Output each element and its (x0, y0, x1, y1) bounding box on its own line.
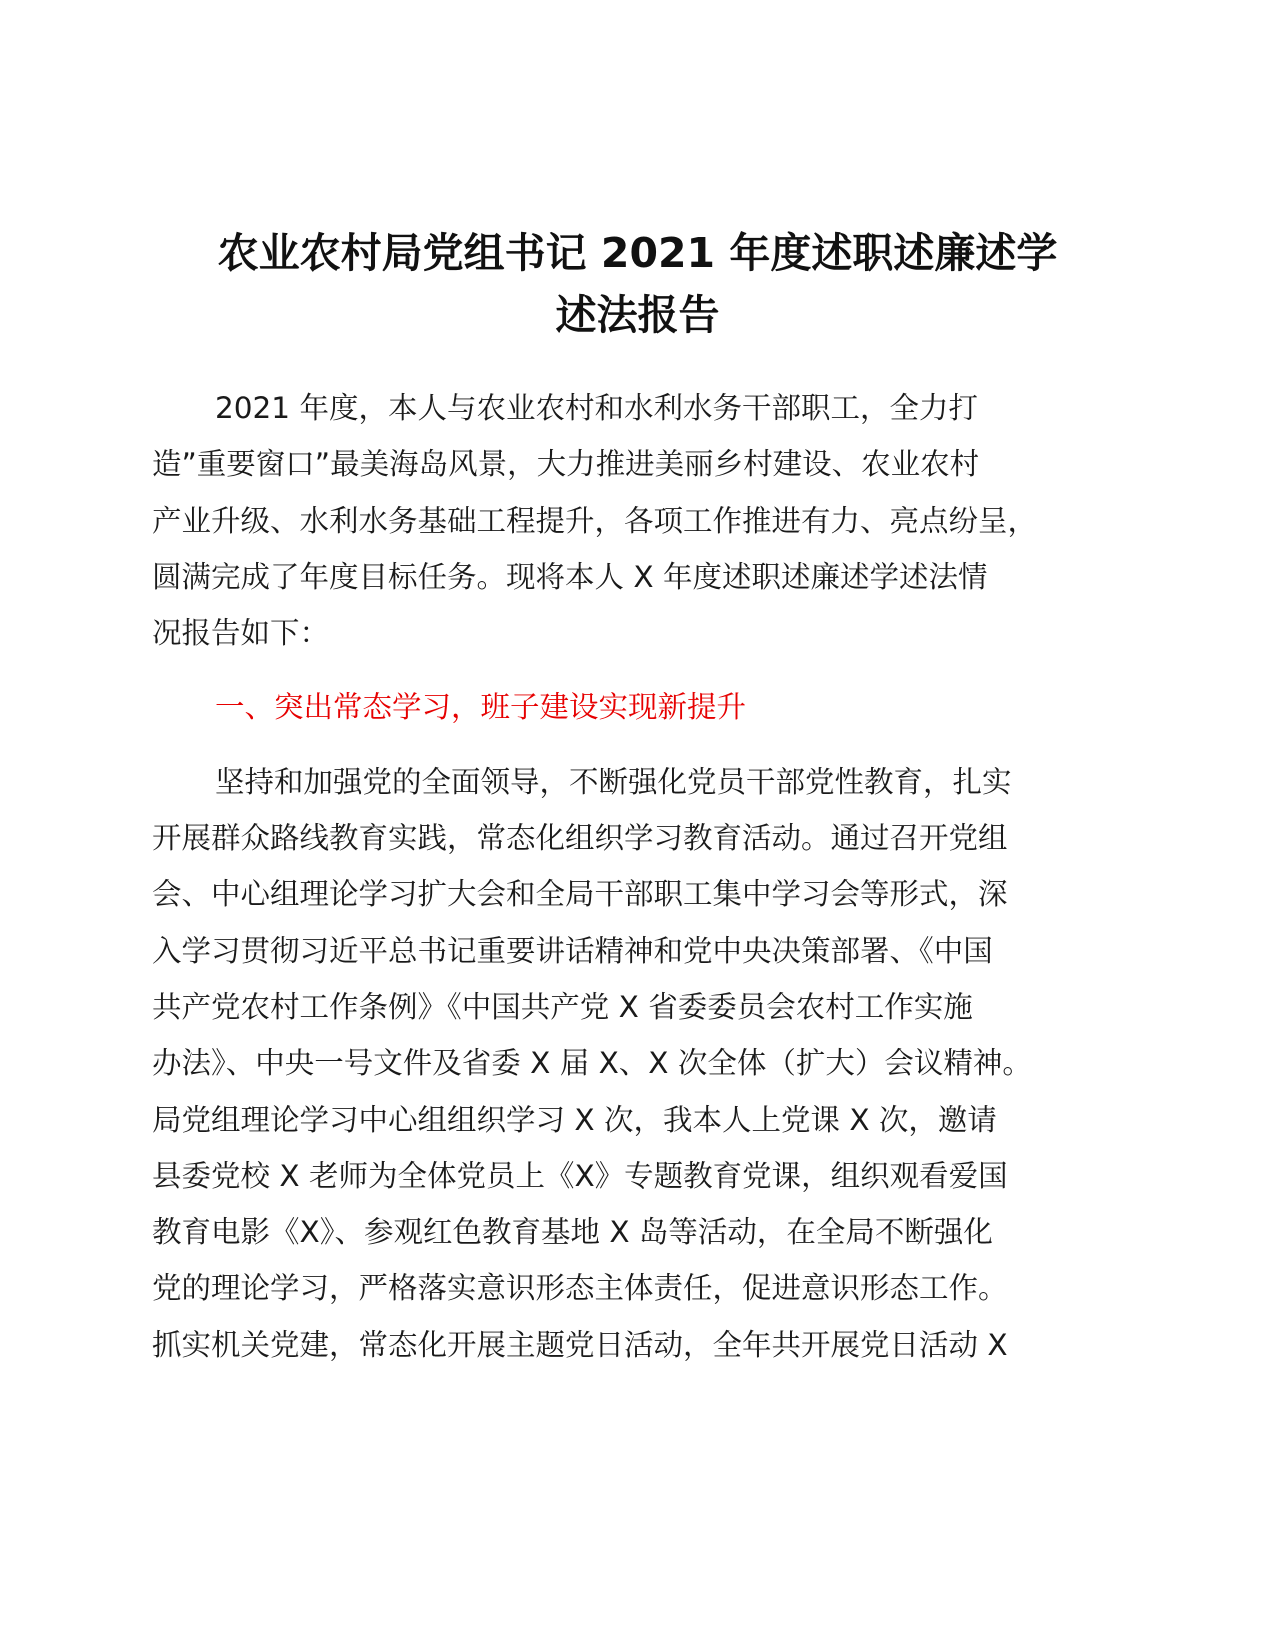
text-line: 教育电影《X》、参观红色教育基地 X 岛等活动，在全局不断强化 (152, 1215, 993, 1250)
text-line: 2021 年度，本人与农业农村和水利水务干部职工，全力打 (215, 391, 978, 425)
text-line: 会、中心组理论学习扩大会和全局干部职工集中学习会等形式，深 (152, 877, 1008, 912)
text-line: 抓实机关党建，常态化开展主题党日活动，全年共开展党日活动 X (152, 1327, 1008, 1362)
section-paragraph (152, 754, 1137, 1373)
text-line: 况报告如下： (152, 616, 330, 651)
text-line: 圆满完成了年度目标任务。现将本人 X 年度述职述廉述学述法情 (152, 559, 988, 594)
section-heading: 一、突出常态学习，班子建设实现新提升 (215, 690, 747, 725)
text-line: 党的理论学习，严格落实意识形态主体责任，促进意识形态工作。 (152, 1271, 1008, 1306)
title-line-1: 农业农村局党组书记 2021 年度述职述廉述学 (217, 229, 1058, 277)
text-line: 共产党农村工作条例》《中国共产党 X 省委委员会农村工作实施 (152, 989, 973, 1024)
text-line: 县委党校 X 老师为全体党员上《X》专题教育党课，组织观看爱国 (152, 1158, 1008, 1193)
intro-paragraph (152, 380, 1137, 661)
document-title (150, 222, 1125, 346)
document-body (152, 380, 1137, 1373)
text-line: 造”重要窗口”最美海岛风景，大力推进美丽乡村建设、农业农村 (152, 447, 980, 482)
text-line: 产业升级、水利水务基础工程提升，各项工作推进有力、亮点纷呈， (152, 503, 1038, 538)
text-line: 入学习贯彻习近平总书记重要讲话精神和党中央决策部署、《中国 (152, 933, 993, 968)
text-line: 局党组理论学习中心组组织学习 X 次，我本人上党课 X 次，邀请 (152, 1102, 997, 1137)
title-line-2: 述法报告 (555, 291, 720, 339)
text-line: 坚持和加强党的全面领导，不断强化党员干部党性教育，扎实 (215, 764, 1012, 799)
text-line: 办法》、中央一号文件及省委 X 届 X、X 次全体（扩大）会议精神。 (152, 1046, 1032, 1081)
text-line: 开展群众路线教育实践，常态化组织学习教育活动。通过召开党组 (152, 821, 1008, 856)
